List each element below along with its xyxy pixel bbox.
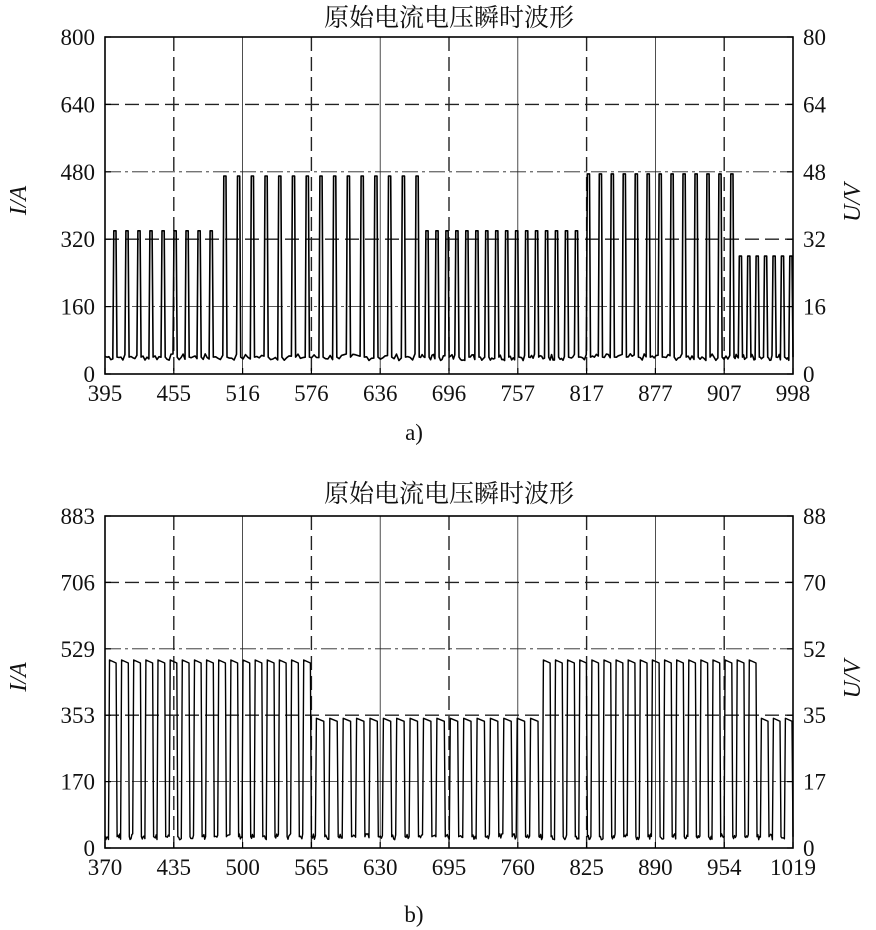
y-tick-label-right: 16: [803, 294, 826, 320]
chart-panel-2: [6, 479, 866, 927]
y-axis-label-right: U/V: [840, 183, 866, 222]
panel-caption: a): [405, 420, 423, 445]
chart-title: 原始电流电压瞬时波形: [323, 3, 575, 32]
chart-title: 原始电流电压瞬时波形: [323, 479, 575, 508]
x-tick-label: 695: [431, 855, 467, 880]
y-tick-label-right: 64: [803, 92, 826, 118]
x-tick-label: 760: [500, 855, 536, 880]
y-tick-label-left: 529: [60, 636, 95, 662]
y-tick-label-left: 480: [60, 159, 95, 185]
x-tick-label: 696: [431, 381, 467, 406]
y-tick-label-right: 88: [803, 504, 826, 529]
x-tick-label: 877: [638, 381, 673, 406]
y-tick-label-right: 17: [803, 769, 826, 795]
y-tick-label-right: 80: [803, 25, 826, 50]
x-tick-label: 998: [775, 381, 811, 406]
x-tick-label: 370: [87, 855, 123, 880]
x-tick-label: 435: [156, 855, 192, 880]
y-tick-label-left: 883: [60, 504, 95, 529]
y-tick-label-right: 32: [803, 227, 826, 253]
y-axis-label-left: I/A: [6, 185, 32, 216]
x-tick-label: 516: [225, 381, 260, 406]
y-tick-label-left: 0: [83, 836, 95, 861]
y-tick-label-left: 800: [60, 25, 95, 50]
x-tick-label: 565: [294, 855, 329, 880]
y-tick-label-left: 706: [60, 570, 95, 596]
y-tick-label-left: 320: [60, 227, 95, 253]
x-tick-label: 395: [87, 381, 123, 406]
x-tick-label: 1019: [770, 855, 816, 880]
y-tick-label-left: 0: [83, 362, 95, 387]
x-tick-label: 817: [569, 381, 604, 406]
y-tick-label-right: 48: [803, 159, 826, 185]
x-tick-label: 500: [225, 855, 260, 880]
x-tick-label: 825: [569, 855, 604, 880]
x-tick-label: 576: [294, 381, 329, 406]
x-tick-label: 890: [638, 855, 673, 880]
y-tick-label-left: 640: [60, 92, 95, 118]
x-tick-label: 455: [156, 381, 192, 406]
panel-caption: b): [404, 902, 424, 927]
x-tick-label: 636: [362, 381, 398, 406]
y-axis-label-left: I/A: [6, 662, 32, 692]
y-tick-label-right: 52: [803, 636, 826, 662]
y-tick-label-left: 353: [60, 703, 95, 729]
x-tick-label: 630: [362, 855, 398, 880]
y-tick-label-right: 35: [803, 703, 826, 729]
x-tick-label: 757: [500, 381, 536, 406]
x-tick-label: 954: [706, 855, 742, 880]
y-tick-label-right: 70: [803, 570, 826, 596]
y-tick-label-left: 170: [60, 769, 95, 795]
y-tick-label-left: 160: [60, 294, 95, 320]
y-tick-label-right: 0: [803, 836, 815, 861]
y-axis-label-right: U/V: [840, 659, 866, 699]
y-tick-label-right: 0: [803, 362, 815, 387]
chart-panel-1: [6, 3, 866, 445]
x-tick-label: 907: [706, 381, 742, 406]
